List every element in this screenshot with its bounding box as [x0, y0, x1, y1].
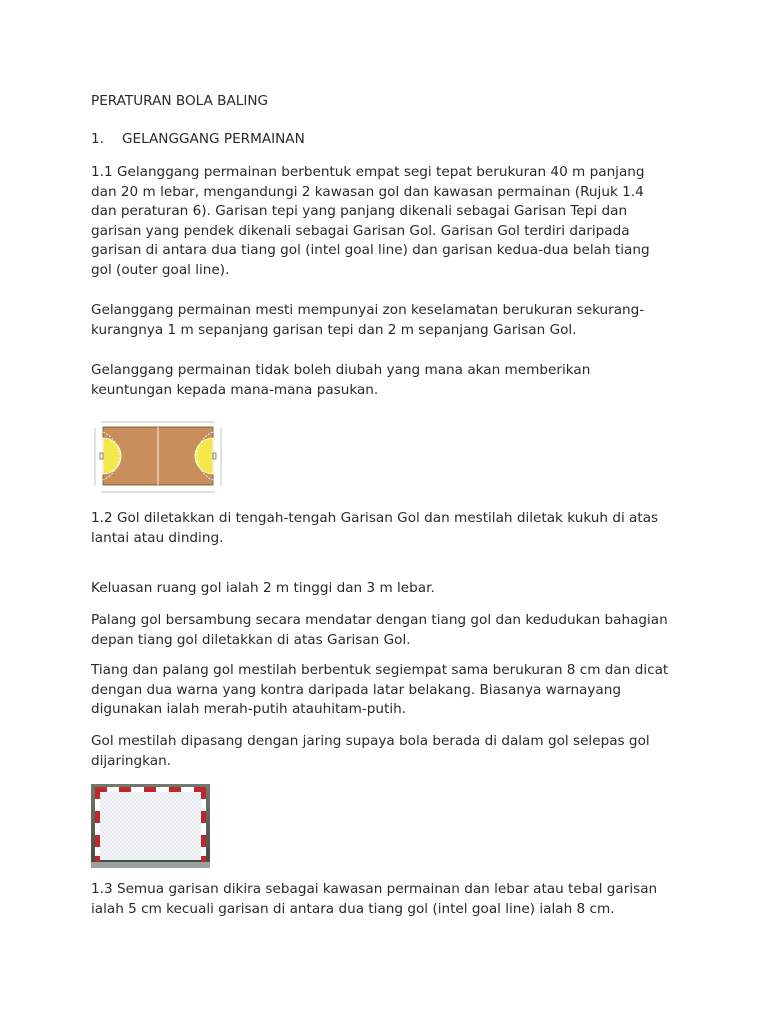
paragraph-net: [91, 732, 650, 771]
paragraph-crossbar: [91, 611, 668, 650]
text-line: dan peraturan 6). Garisan tepi yang panjang dikenali sebagai Garisan Tepi dan: [91, 203, 628, 219]
paragraph-goal-size: [91, 579, 435, 599]
text-line: gol (outer goal line).: [91, 261, 230, 278]
text-line: 1.1 Gelanggang permainan berbentuk empat segi tepat berukuran 40 m panjang: [91, 164, 645, 180]
goal-photo-image: [91, 784, 210, 868]
text-line: garisan yang pendek dikenali sebagai Garisan Gol. Garisan Gol terdiri daripada: [91, 222, 630, 239]
text-line: ialah 5 cm kecuali garisan di antara dua tiang gol (intel goal line) ialah 8 cm.: [91, 900, 615, 917]
text-line: dengan dua warna yang kontra daripada latar belakang. Biasanya warnayang: [91, 681, 622, 698]
paragraph-no-change: [91, 361, 691, 400]
section-heading: [91, 130, 691, 150]
text-line: Gelanggang permainan mesti mempunyai zon keselamatan berukuran sekurang-: [91, 302, 645, 318]
text-line: 1.2 Gol diletakkan di tengah-tengah Garisan Gol dan mestilah diletak kukuh di atas: [91, 510, 659, 526]
text-line: Gelanggang permainan tidak boleh diubah yang mana akan memberikan: [91, 362, 591, 378]
court-diagram-image: [91, 418, 225, 496]
text-line: Tiang dan palang gol mestilah berbentuk segiempat sama berukuran 8 cm dan dicat: [91, 662, 669, 678]
text-line: keuntungan kepada mana-mana pasukan.: [91, 381, 379, 398]
text-line: dijaringkan.: [91, 752, 172, 769]
section-number: 1.: [91, 130, 104, 147]
text-line: digunakan ialah merah-putih atauhitam-putih.: [91, 701, 407, 717]
text-line: 1.3 Semua garisan dikira sebagai kawasan permainan dan lebar atau tebal garisan: [91, 881, 658, 897]
goal-photo: [91, 784, 210, 868]
text-line: depan tiang gol diletakkan di atas Garisan Gol.: [91, 631, 411, 648]
court-diagram: [91, 418, 225, 496]
text-line: dan 20 m lebar, mengandungi 2 kawasan gol dan kawasan permainan (Rujuk 1.4: [91, 183, 644, 200]
document-page: [91, 92, 691, 400]
paragraph-posts: [91, 661, 668, 720]
paragraph-safety-zone: [91, 301, 691, 340]
text-line: lantai atau dinding.: [91, 529, 224, 546]
section-title: GELANGGANG PERMAINAN: [122, 130, 305, 147]
text-line: Keluasan ruang gol ialah 2 m tinggi dan 3 m lebar.: [91, 580, 435, 596]
paragraph-1-1: [91, 163, 691, 280]
text-line: garisan di antara dua tiang gol (intel goal line) dan garisan kedua-dua belah tiang: [91, 242, 650, 258]
text-line: kurangnya 1 m sepanjang garisan tepi dan 2 m sepanjang Garisan Gol.: [91, 321, 577, 338]
paragraph-1-3: [91, 880, 657, 919]
paragraph-1-2: [91, 509, 658, 548]
document-title: PERATURAN BOLA BALING: [91, 93, 269, 109]
text-line: Palang gol bersambung secara mendatar dengan tiang gol dan kedudukan bahagian: [91, 612, 668, 628]
text-line: Gol mestilah dipasang dengan jaring supaya bola berada di dalam gol selepas gol: [91, 733, 650, 749]
